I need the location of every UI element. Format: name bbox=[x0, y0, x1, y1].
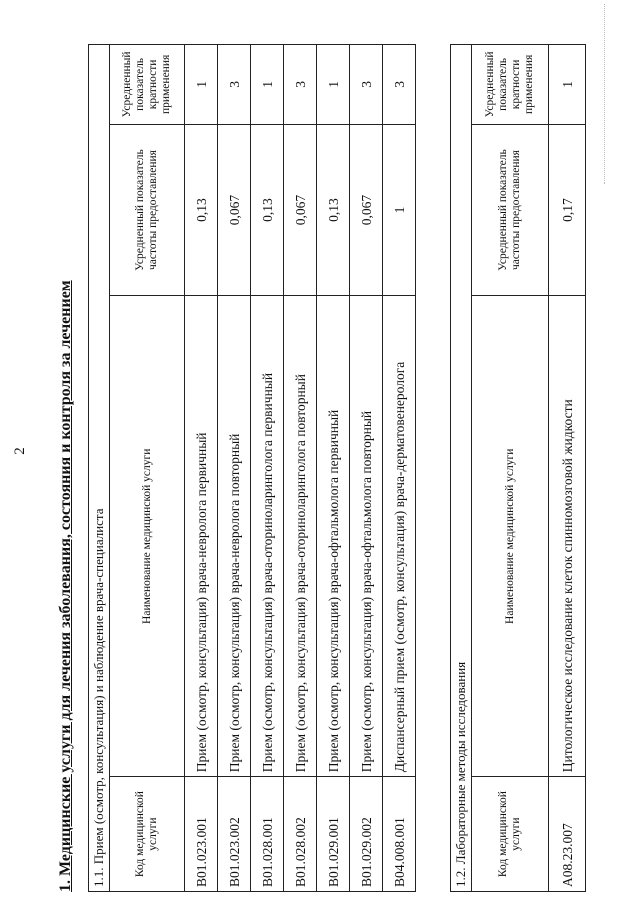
cell-multiplicity: 1 bbox=[251, 45, 284, 125]
cell-multiplicity: 3 bbox=[218, 45, 251, 125]
cell-multiplicity: 1 bbox=[185, 45, 218, 125]
cell-code: B01.023.001 bbox=[185, 777, 218, 892]
cell-frequency: 0,067 bbox=[284, 124, 317, 296]
cell-code: B01.029.001 bbox=[317, 777, 350, 892]
services-table bbox=[471, 44, 586, 892]
header-frequency: Усредненный показатель частоты предоставления bbox=[472, 124, 549, 296]
cell-frequency: 0,17 bbox=[549, 124, 586, 296]
header-code: Код медицинской услуги bbox=[110, 777, 185, 892]
table-row bbox=[218, 45, 251, 892]
cell-frequency: 1 bbox=[383, 124, 416, 296]
subsection-1-2 bbox=[450, 44, 586, 892]
cell-name: Прием (осмотр, консультация) врача-офтальмолога повторный bbox=[350, 296, 383, 777]
cell-code: B01.029.002 bbox=[350, 777, 383, 892]
cell-multiplicity: 3 bbox=[383, 45, 416, 125]
cell-multiplicity: 3 bbox=[350, 45, 383, 125]
cell-code: B01.023.002 bbox=[218, 777, 251, 892]
header-multiplicity: Усредненный показатель кратности применения bbox=[472, 45, 549, 125]
cell-name: Прием (осмотр, консультация) врача-офтальмолога первичный bbox=[317, 296, 350, 777]
header-multiplicity: Усредненный показатель кратности применения bbox=[110, 45, 185, 125]
table-row bbox=[350, 45, 383, 892]
cell-multiplicity: 1 bbox=[549, 45, 586, 125]
cell-code: A08.23.007 bbox=[549, 777, 586, 892]
cell-name: Цитологическое исследование клеток спинномозговой жидкости bbox=[549, 296, 586, 777]
cell-name: Диспансерный прием (осмотр, консультация) врача-дерматовенеролога bbox=[383, 296, 416, 777]
cell-frequency: 0,13 bbox=[251, 124, 284, 296]
scan-edge-mark bbox=[604, 4, 611, 184]
table-row bbox=[549, 45, 586, 892]
subsection-title: 1.1. Прием (осмотр, консультация) и наблюдение врача-специалиста bbox=[88, 44, 109, 892]
cell-name: Прием (осмотр, консультация) врача-невролога повторный bbox=[218, 296, 251, 777]
section-heading: 1. Медицинские услуги для лечения заболевания, состояния и контроля за лечением bbox=[57, 280, 74, 892]
cell-multiplicity: 1 bbox=[317, 45, 350, 125]
services-table bbox=[109, 44, 416, 892]
table-header-row bbox=[472, 45, 549, 892]
table-header-row bbox=[110, 45, 185, 892]
header-code: Код медицинской услуги bbox=[472, 777, 549, 892]
table-row bbox=[317, 45, 350, 892]
cell-code: B04.008.001 bbox=[383, 777, 416, 892]
cell-code: B01.028.002 bbox=[284, 777, 317, 892]
header-name: Наименование медицинской услуги bbox=[472, 296, 549, 777]
page-number: 2 bbox=[12, 447, 28, 455]
cell-frequency: 0,067 bbox=[218, 124, 251, 296]
cell-multiplicity: 3 bbox=[284, 45, 317, 125]
table-row bbox=[185, 45, 218, 892]
cell-name: Прием (осмотр, консультация) врача-невролога первичный bbox=[185, 296, 218, 777]
cell-frequency: 0,13 bbox=[185, 124, 218, 296]
header-frequency: Усредненный показатель частоты предоставления bbox=[110, 124, 185, 296]
subsection-title: 1.2. Лабораторные методы исследования bbox=[450, 44, 471, 892]
header-name: Наименование медицинской услуги bbox=[110, 296, 185, 777]
table-row bbox=[251, 45, 284, 892]
table-row bbox=[284, 45, 317, 892]
cell-frequency: 0,13 bbox=[317, 124, 350, 296]
cell-frequency: 0,067 bbox=[350, 124, 383, 296]
table-row bbox=[383, 45, 416, 892]
cell-code: B01.028.001 bbox=[251, 777, 284, 892]
cell-name: Прием (осмотр, консультация) врача-оториноларинголога первичный bbox=[251, 296, 284, 777]
subsection-1-1 bbox=[88, 44, 416, 892]
cell-name: Прием (осмотр, консультация) врача-оториноларинголога повторный bbox=[284, 296, 317, 777]
